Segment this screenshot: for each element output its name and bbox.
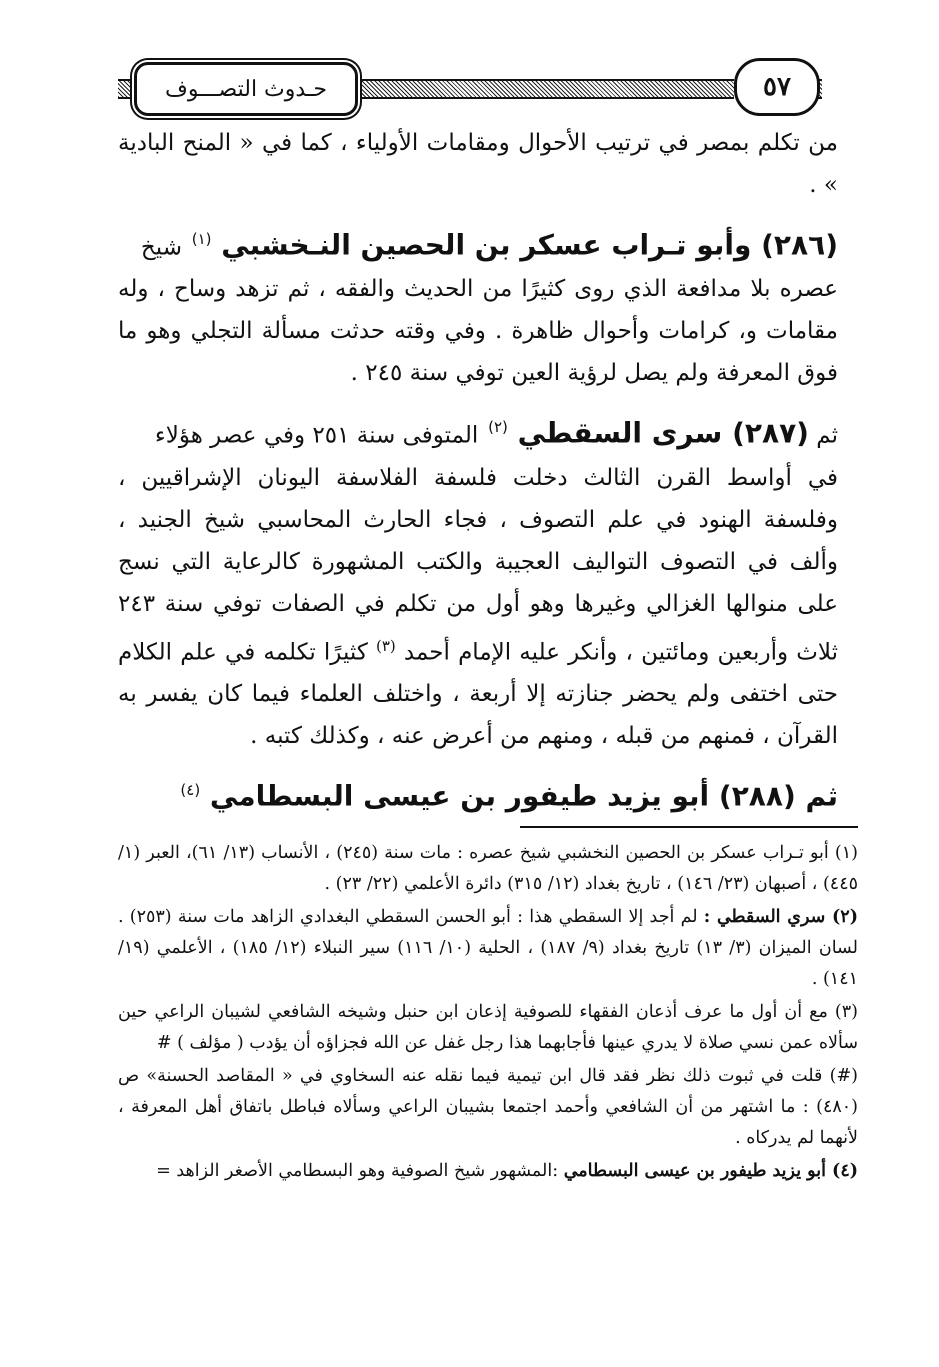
footnote-separator — [520, 826, 858, 828]
entry-287-prefix: ثم — [808, 422, 838, 449]
entry-287-title: (٢٨٧) سرى السقطي — [517, 416, 809, 450]
entry-287-continuation: المتوفى سنة ٢٥١ وفي عصر هؤلاء — [154, 422, 479, 449]
footnote-ref-3: (٣) — [375, 636, 396, 655]
footnote-1: (١) أبو تـراب عسكر بن الحصين النخشبي شيخ عصره : مات سنة (٢٤٥) ، الأنساب (١٣/ ٦١)، العبر (١/ ٤٤٥) ، أصبهان (٢٣/ ١٤٦) ، تاريخ بغداد (١٢/ ٣١٥) دائرة الأعلمي (٢٢/ ٢٣) . — [118, 843, 858, 894]
footnote-ref-2: (٢) — [488, 418, 508, 437]
footnote-4 — [118, 1156, 858, 1187]
running-title: حـدوث التصـــوف — [134, 62, 358, 116]
entry-286-continuation: شيخ — [140, 234, 182, 261]
footnote-4-text: :المشهور شيخ الصوفية وهو البسطامي الأصغر الزاهد = — [156, 1161, 559, 1181]
paragraph-intro: من تكلم بمصر في ترتيب الأحوال ومقامات الأولياء ، كما في « المنح البادية » . — [118, 130, 838, 198]
entry-286-heading — [118, 218, 838, 268]
entry-288-title: ثم (٢٨٨) أبو يزيد طيفور بن عيسى البسطامي — [209, 779, 838, 813]
header-ornament-middle — [352, 79, 734, 99]
footnote-ref-4: (٤) — [180, 781, 201, 800]
entry-287-text-b: كثيرًا تكلمه في علم الكلام حتى اختفى ولم يحضر جنازته إلا أربعة ، واختلف العلماء فيما كان يفسر به القرآن ، فمنهم من قبله ، ومنهم من أعرض عنه ، وكذلك كتبه . — [118, 639, 838, 750]
footnote-hash: (#) قلت في ثبوت ذلك نظر فقد قال ابن تيمية فيما نقله عنه السخاوي في « المقاصد الحسنة» ص (٤٨٠) : ما اشتهر من أن الشافعي وأحمد اجتمعا بشيبان الراعي وسألاه فباطل باتفاق أهل المعرفة ، لأنهما لم يدركاه . — [118, 1066, 858, 1148]
entry-286-title: (٢٨٦) وأبو تـراب عسكر بن الحصين النـخشبي — [221, 228, 838, 262]
entry-287-text — [118, 457, 838, 758]
entry-286-text: عصره بلا مدافعة الذي روى كثيرًا من الحديث والفقه ، ثم تزهد وساح ، وله مقامات و، كرامات وأحوال ظاهرة . وفي وقته حدثت مسألة التجلي وهو ما فوق المعرفة ولم يصل لرؤية العين توفي سنة ٢٤٥ . — [118, 276, 838, 387]
entry-288-heading — [118, 769, 838, 817]
page-header — [118, 56, 822, 120]
page-number: ٥٧ — [734, 58, 820, 116]
footnote-2-label: (٢) سري السقطي : — [703, 907, 858, 927]
footnote-4-label: (٤) أبو يزيد طيفور بن عيسى البسطامي — [563, 1161, 858, 1181]
footnotes — [118, 838, 858, 1189]
entry-287-heading — [118, 406, 838, 456]
main-text — [118, 122, 838, 818]
footnote-ref-1: (١) — [191, 230, 212, 248]
footnote-3: (٣) مع أن أول ما عرف أذعان الفقهاء للصوفية إذعان ابن حنبل وشيخه الشافعي لشيبان الراعي حين سألاه عمن نسي صلاة لا يدري عينها فأجابهما هذا رجل غفل عن الله فجزاؤه أن يؤدب ( مؤلف ) # — [118, 1002, 858, 1053]
footnote-2-text: لم أجد إلا السقطي هذا : أبو الحسن السقطي البغدادي الزاهد مات سنة (٢٥٣) . لسان الميزان (٣/ ١٣) تاريخ بغداد (٩/ ١٨٧) ، الحلية (١٠/ ١١٦) سير النبلاء (١٢/ ١٨٥) ، الأعلمي (١٩/ ١٤١) . — [118, 907, 858, 989]
entry-287-text-a: في أواسط القرن الثالث دخلت فلسفة الفلاسفة اليونان الإشراقيين ، وفلسفة الهنود في علم التصوف ، فجاء الحارث المحاسبي شيخ الجنيد ، وألف في التصوف التواليف العجيبة والكتب المشهورة كالرعاية التي نسج على منوالها الغزالي وغيرها وهو أول من تكلم في الصفات توفي سنة ٢٤٣ ثلاث وأربعين ومائتين ، وأنكر عليه الإمام أحمد — [118, 464, 839, 666]
footnote-2 — [118, 902, 858, 995]
